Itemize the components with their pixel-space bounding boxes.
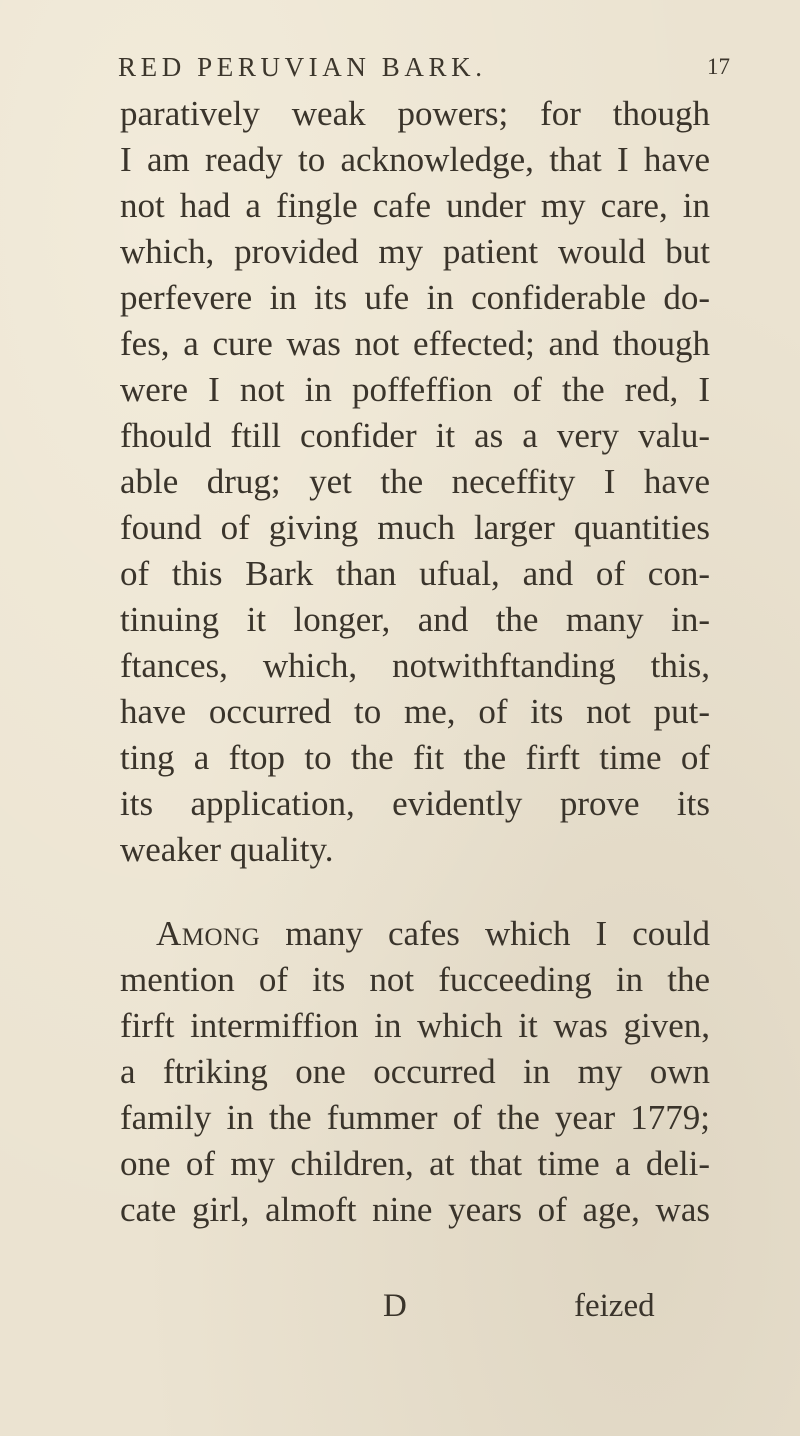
text-line: were I not in poffeffion of the red, I [120, 370, 710, 409]
text-line: I am ready to acknowledge, that I have [120, 140, 710, 179]
text-line: a ftriking one occurred in my own [120, 1052, 710, 1091]
text-line: paratively weak powers; for though [120, 94, 710, 133]
text-line: of this Bark than ufual, and of con- [120, 554, 710, 593]
paragraph-lead: Among [156, 914, 261, 953]
page-number: 17 [707, 54, 730, 79]
text-line: cate girl, almoft nine years of age, was [120, 1190, 710, 1229]
text-line: its application, evidently prove its [120, 784, 710, 823]
text-line: ting a ftop to the fit the firft time of [120, 738, 710, 777]
text-line: weaker quality. [120, 830, 334, 869]
text-line: tinuing it longer, and the many in- [120, 600, 710, 639]
text-line: fhould ftill confider it as a very valu- [120, 416, 710, 455]
running-head: RED PERUVIAN BARK. [118, 52, 487, 82]
text-line: perfevere in its ufe in confiderable do- [120, 278, 710, 317]
text-line: ftances, which, notwithftanding this, [120, 646, 710, 685]
text-line: which, provided my patient would but [120, 232, 710, 271]
catchword: feized [574, 1288, 655, 1324]
page-header [118, 52, 730, 92]
text-line: not had a fingle cafe under my care, in [120, 186, 710, 225]
text-line: firft intermiffion in which it was given, [120, 1006, 710, 1045]
page-footer [0, 1288, 800, 1328]
text-line: able drug; yet the neceffity I have [120, 462, 710, 501]
text-line: have occurred to me, of its not put- [120, 692, 710, 731]
text-line: one of my children, at that time a deli- [120, 1144, 710, 1183]
text-line: fes, a cure was not effected; and though [120, 324, 710, 363]
text-line: family in the fummer of the year 1779; [120, 1098, 710, 1137]
text-line: mention of its not fucceeding in the [120, 960, 710, 999]
text-span: many cafes which I could [285, 914, 710, 953]
text-line: found of giving much larger quantities [120, 508, 710, 547]
paragraph-first-line [156, 914, 710, 954]
signature-mark: D [383, 1288, 407, 1324]
